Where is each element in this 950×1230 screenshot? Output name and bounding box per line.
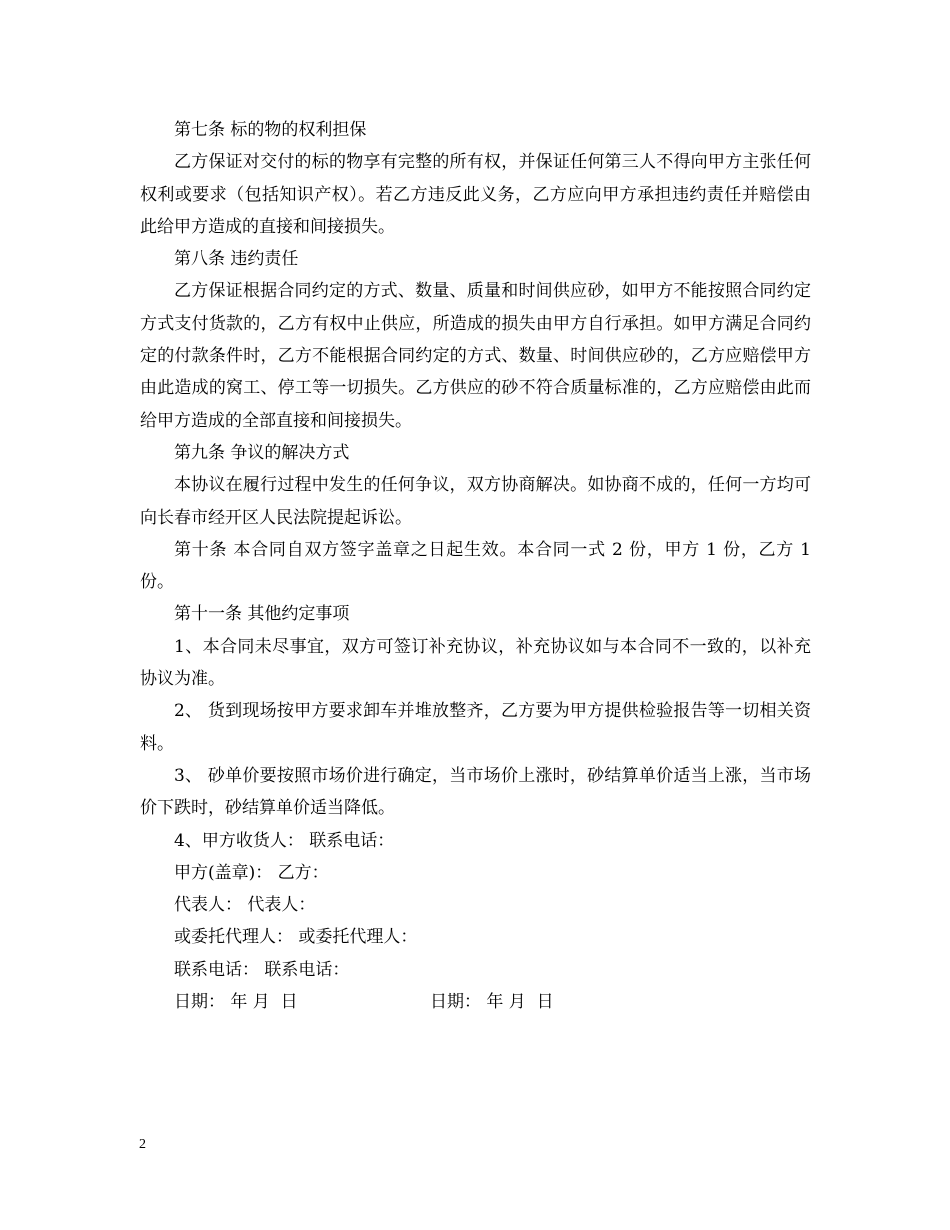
article-8-text: 乙方保证根据合同约定的方式、数量、质量和时间供应砂，如甲方不能按照合同约定方式支付货款的，乙方有权中止供应，所造成的损失由甲方自行承担。如甲方满足合同约定的付款条件时，乙方不能根据合同约定的方式、数量、时间供应砂的，乙方应赔偿甲方由此造成的窝工、停工等一切损失。乙方供应的砂不符合质量标准的，乙方应赔偿由此而给甲方造成的全部直接和间接损失。	[140, 281, 811, 431]
signature-representative: 代表人： 代表人：	[174, 895, 316, 916]
article-7-text: 乙方保证对交付的标的物享有完整的所有权，并保证任何第三人不得向甲方主张任何权利或要求（包括知识产权）。若乙方违反此义务，乙方应向甲方承担违约责任并赔偿由此给甲方造成的直接和间接损失。	[140, 152, 811, 237]
contract-body	[140, 114, 811, 1018]
article-11-heading: 第十一条 其他约定事项	[174, 604, 350, 625]
signature-party-seal: 甲方(盖章)： 乙方：	[174, 862, 329, 883]
article-11-item-1: 1、本合同未尽事宜，双方可签订补充协议，补充协议如与本合同不一致的，以补充协议为准。	[140, 636, 811, 690]
article-11-item-2: 2、 货到现场按甲方要求卸车并堆放整齐，乙方要为甲方提供检验报告等一切相关资料。	[140, 701, 811, 754]
article-10-text: 第十条 本合同自双方签字盖章之日起生效。本合同一式 2 份，甲方 1 份，乙方 1 份。	[140, 539, 811, 593]
signature-phone: 联系电话： 联系电话：	[174, 959, 350, 980]
signature-date-left: 日期： 年 月 日	[174, 992, 298, 1013]
article-11-item-3: 3、 砂单价要按照市场价进行确定，当市场价上涨时，砂结算单价适当上涨，当市场价下跌时，砂结算单价适当降低。	[140, 765, 811, 819]
page-number: 2	[139, 1137, 146, 1152]
article-8-heading: 第八条 违约责任	[174, 249, 299, 270]
signature-date-right: 日期： 年 月 日	[430, 992, 554, 1013]
article-7-heading: 第七条 标的物的权利担保	[174, 120, 367, 140]
article-9-heading: 第九条 争议的解决方式	[174, 442, 350, 463]
article-9-text: 本协议在履行过程中发生的任何争议，双方协商解决。如协商不成的，任何一方均可向长春市经开区人民法院提起诉讼。	[140, 475, 811, 528]
article-11-item-4: 4、甲方收货人： 联系电话：	[174, 830, 395, 851]
signature-agent: 或委托代理人： 或委托代理人：	[174, 927, 418, 948]
signature-date-row	[140, 986, 811, 1018]
